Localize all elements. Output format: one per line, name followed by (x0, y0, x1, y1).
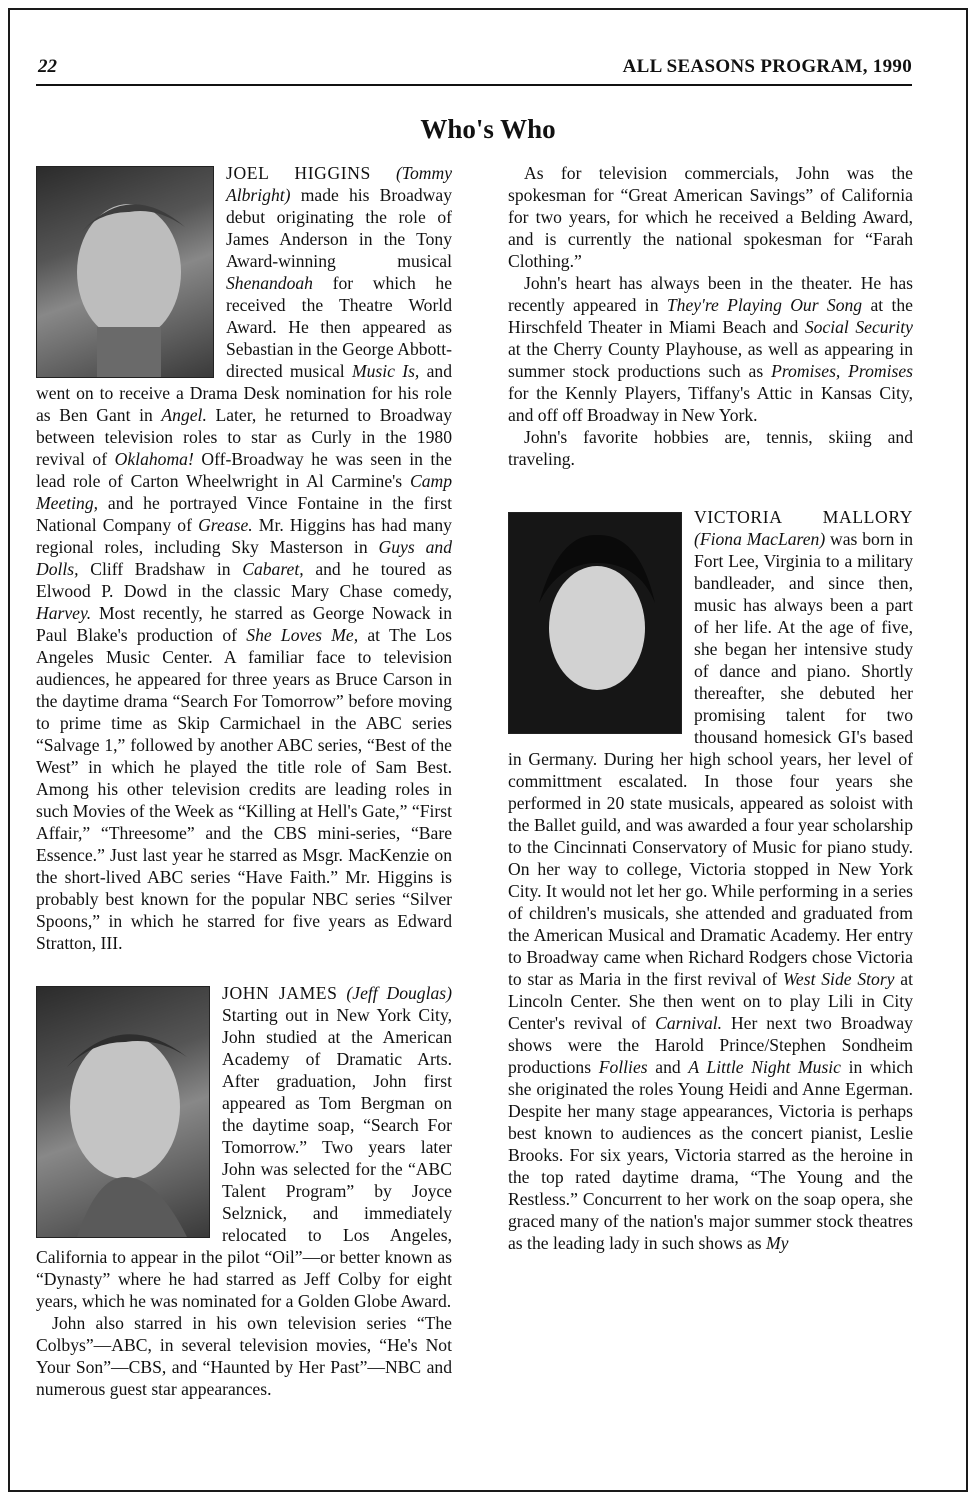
left-column (36, 162, 452, 1400)
mallory-bio: VICTORIA MALLORY (Fiona MacLaren) was born in Fort Lee, Virginia to a military bandleader, and since then, music has always been a part of her life. At the age of five, she began her intensive study of dance and piano. Shortly thereafter, she debuted her promising talent for two thousand homesick GI's based in Germany. During her high school years, her level of committment escalated. In those four years she performed in 20 state musicals, appeared as soloist with the Ballet guild, and was awarded a four year scholarship to the Cincinnati Conservatory of Music for piano study. On her way to college, Victoria stopped in New York City. It would not let her go. While performing in a series of children's musicals, she attended and graduated from the American Musical and Dramatic Academy. Her entry to Broadway came when Richard Rodgers chose Victoria to star as Maria in the first revival of West Side Story at Lincoln Center. She then went on to play Lili in City Center's revival of Carnival. Her next two Broadway shows were the Harold Prince/Stephen Sondheim productions Follies and A Little Night Music in which she originated the roles Young Heidi and Anne Egerman. Despite her many stage appearances, Victoria is perhaps best known to audiences as the concert pianist, Leslie Brooks. For six years, Victoria starred as the heroine in the top rated daytime drama, “The Young and the Restless.” Concurrent to her work on the soap opera, she graced many of the nation's major summer stock theatres as the leading lady in such shows as My (508, 507, 913, 1253)
john-james-photo (36, 986, 210, 1238)
header-rule (36, 84, 912, 86)
higgins-bio: JOEL HIGGINS (Tommy Albright) made his Broadway debut originating the role of James Anderson in the Tony Award-winning musical Shenandoah for which he received the Theatre World Award. He then appeared as Sebastian in the George Abbott-directed musical Music Is, and went on to receive a Drama Desk nomination for his role as Ben Gant in Angel. Later, he returned to Broadway between television roles to star as Curly in the 1980 revival of Oklahoma! Off-Broadway he was seen in the lead role of Carton Wheelwright in Al Carmine's Camp Meeting, and he portrayed Vince Fontaine in the first National Company of Grease. Mr. Higgins has had many regional roles, including Sky Masterson in Guys and Dolls, Cliff Bradshaw in Cabaret, and he toured as Elwood P. Dowd in the classic Mary Chase comedy, Harvey. Most recently, he starred as George Nowack in Paul Blake's production of She Loves Me, at The Los Angeles Music Center. A familiar face to television audiences, he appeared for three years as Bruce Carson in the daytime drama “Search For Tomorrow” before moving to prime time as Skip Carmichael in the ABC series “Salvage 1,” followed by another ABC series, “Best of the West” in which he played the title role of Sam Best. Among his other television credits are leading roles in such Movies of the Week as “Killing at Hell's Gate,” “First Affair,” “Threesome” and the CBS mini-series, “Bare Essence.” Just last year he starred as Msgr. MacKenzie on the short-lived ABC series “Have Faith.” Mr. Higgins is probably best known for the popular NBC series “Silver Spoons,” in which he starred for five years as Edward Stratton, III. (36, 163, 453, 953)
victoria-mallory-photo (508, 512, 682, 734)
james-bio-p1: JOHN JAMES (Jeff Douglas) Starting out in New York City, John studied at the American Academy of Dramatic Arts. After graduation, John first appeared as Tom Bergman on the daytime soap, “Search For Tomorrow.” Two years later John was selected for the “ABC Talent Program” by Joyce Selznick, and immediately relocated to Los Angeles, California to appear in the pilot “Oil”—or better known as “Dynasty” where he had starred as Jeff Colby for eight years, which he was nominated for a Golden Globe Award. (36, 983, 452, 1311)
james-bio-p2: John also starred in his own television series “The Colbys”—ABC, in several television movies, “He's Not Your Son”—CBS, and “Haunted by Her Past”—NBC and numerous guest star appearances. (36, 1313, 452, 1399)
page-number: 22 (38, 56, 57, 77)
right-column (508, 162, 913, 1254)
joel-higgins-photo (36, 166, 214, 378)
james-bio-p5: John's favorite hobbies are, tennis, skiing and traveling. (508, 427, 913, 469)
james-bio-p3: As for television commercials, John was the spokesman for “Great American Savings” of California for two years, for which he received a Belding Award, and is currently the national spokesman for “Farah Clothing.” (508, 163, 913, 271)
page-title: Who's Who (420, 114, 556, 144)
publication-title: ALL SEASONS PROGRAM, 1990 (622, 56, 912, 77)
james-bio-p4: John's heart has always been in the theater. He has recently appeared in They're Playing Our Song at the Hirschfeld Theater in Miami Beach and Social Security at the Cherry County Playhouse, as well as appearing in summer stock productions such as Promises, Promises for the Kennly Players, Tiffany's Attic in Kansas City, and off off Broadway in New York. (508, 273, 913, 425)
